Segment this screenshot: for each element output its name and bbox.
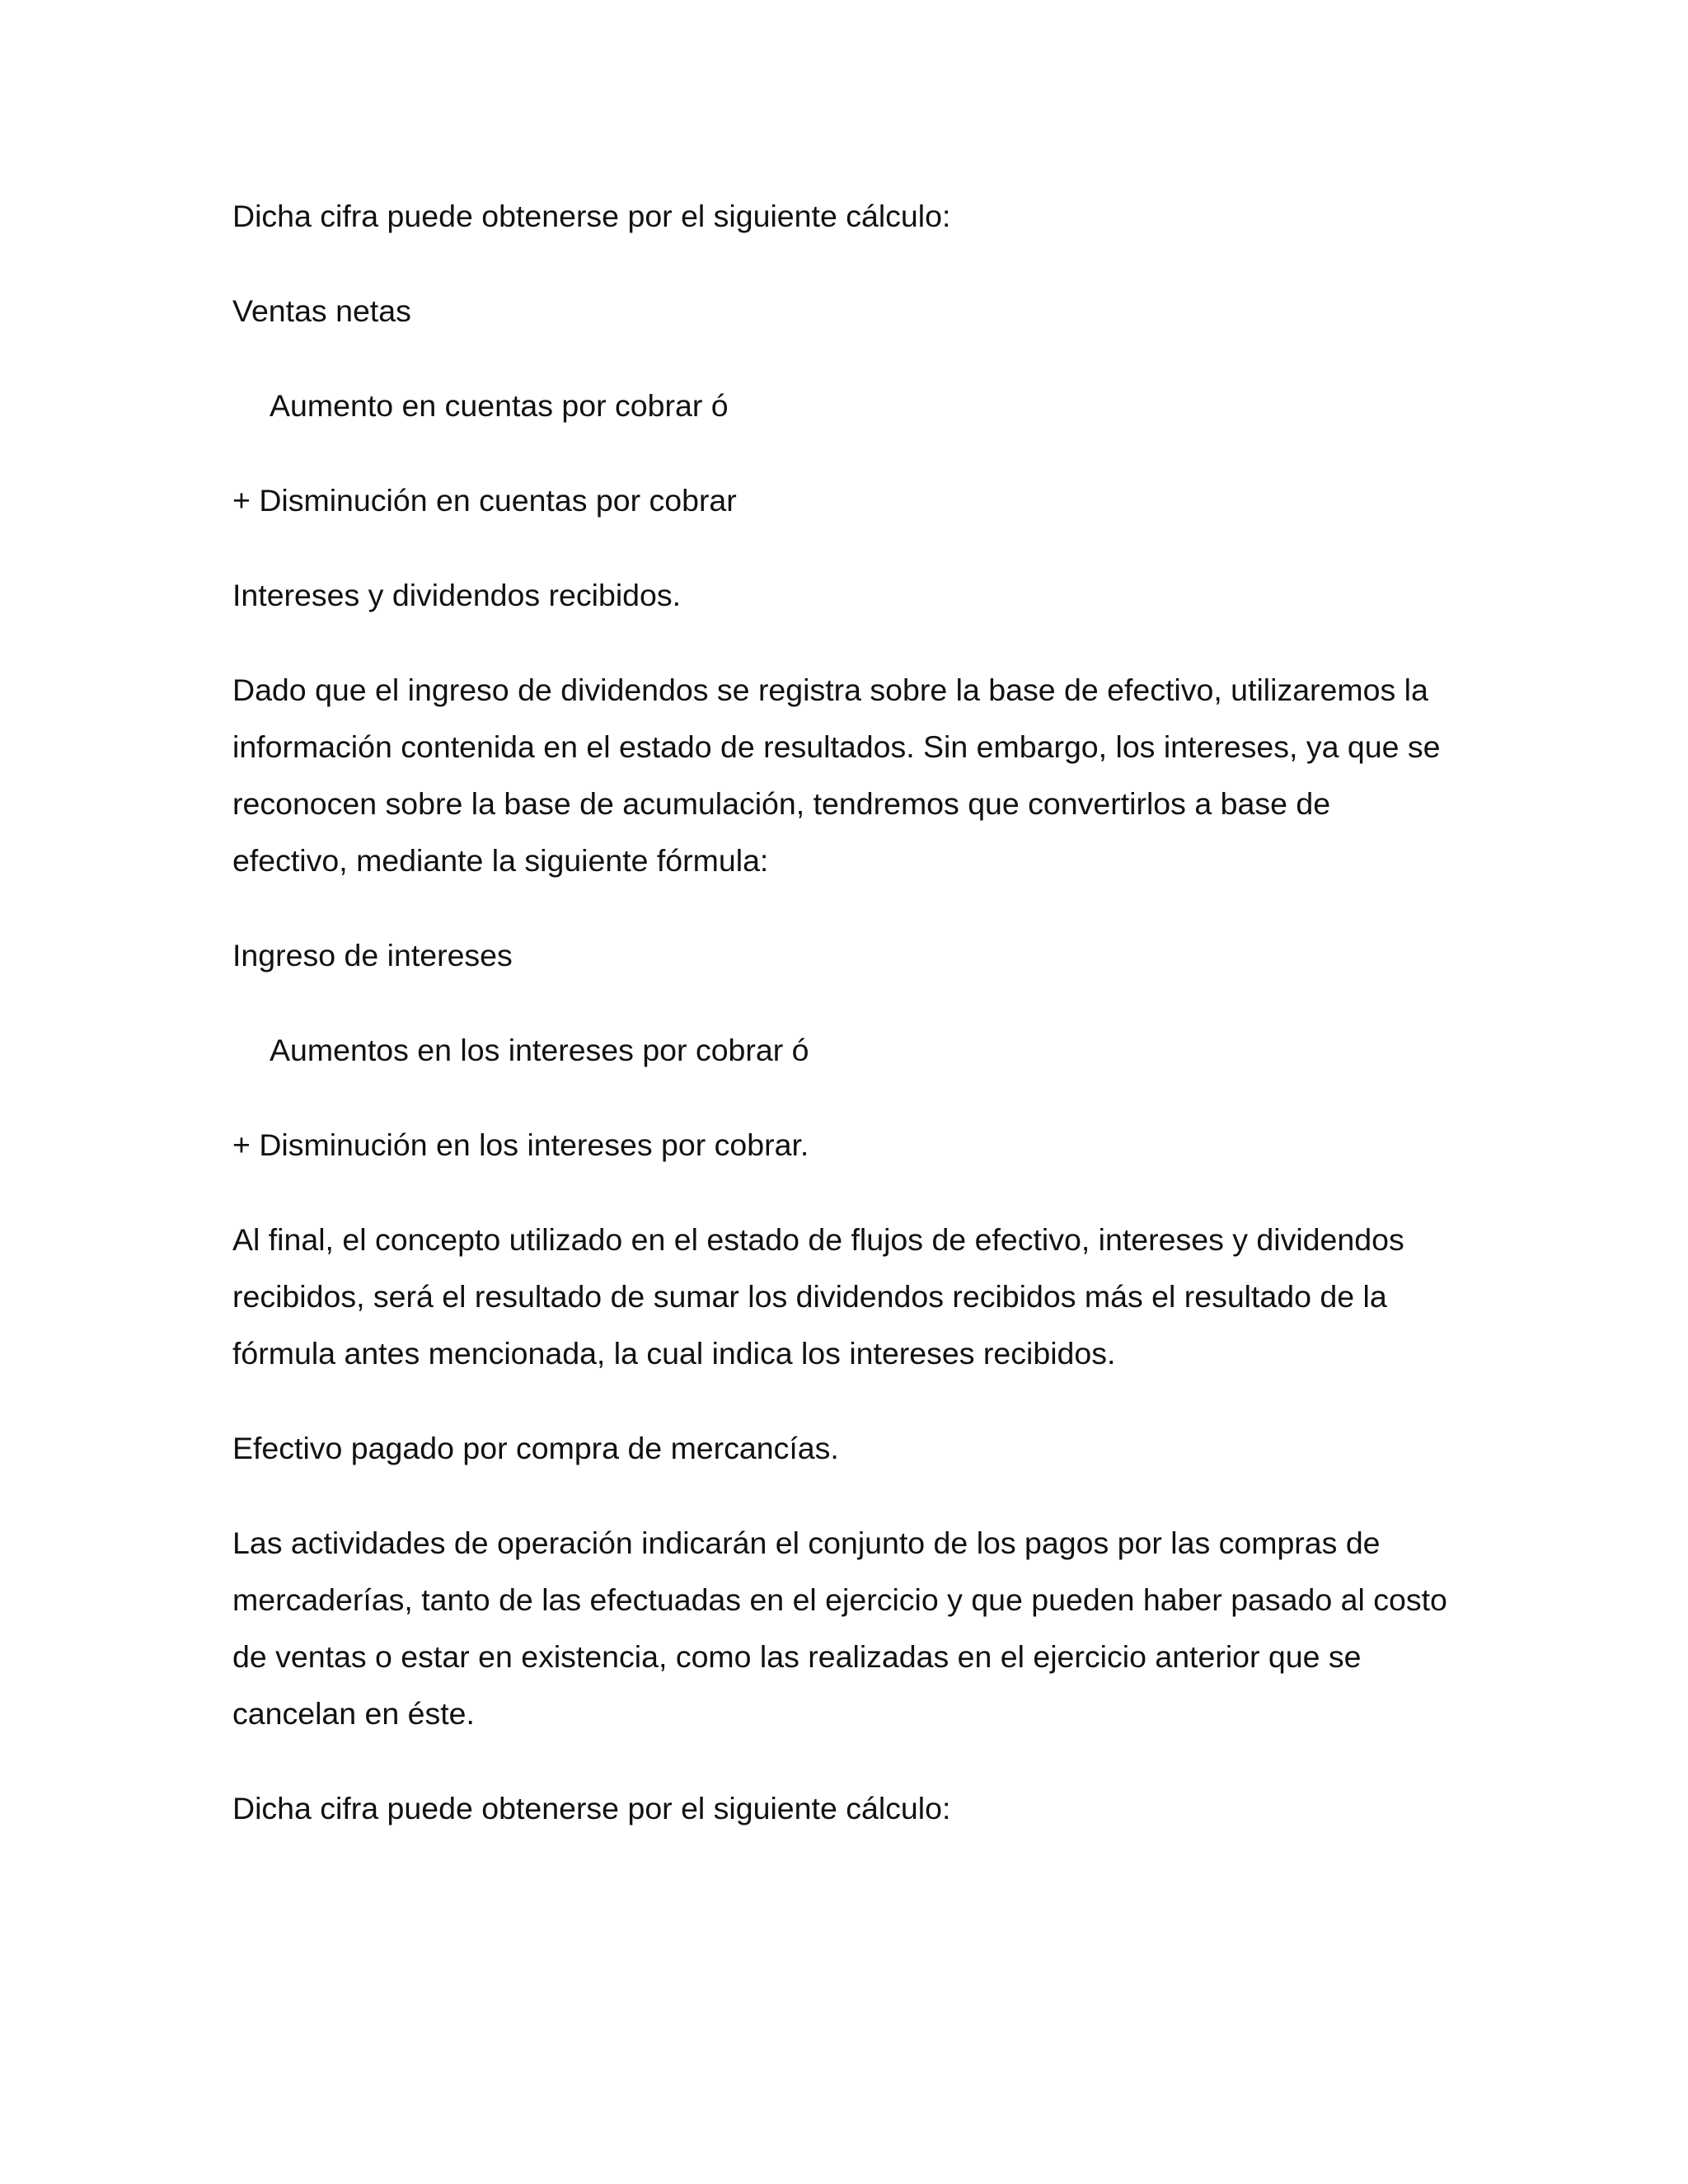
paragraph-intereses-dividendos: Intereses y dividendos recibidos. — [232, 578, 682, 612]
paragraph-calculo-final: Dicha cifra puede obtenerse por el siguiente cálculo: — [232, 1791, 951, 1825]
document-body — [232, 188, 1452, 1875]
paragraph-calculo-intro: Dicha cifra puede obtenerse por el siguiente cálculo: — [232, 199, 951, 233]
paragraph-efectivo-pagado: Efectivo pagado por compra de mercancías. — [232, 1431, 839, 1465]
paragraph-disminucion-intereses: + Disminución en los intereses por cobrar. — [232, 1127, 809, 1162]
paragraph-disminucion-cuentas: + Disminución en cuentas por cobrar — [232, 483, 737, 518]
paragraph-ingreso-intereses: Ingreso de intereses — [232, 938, 513, 972]
paragraph-aumentos-intereses: Aumentos en los intereses por cobrar ó — [270, 1033, 809, 1067]
paragraph-al-final: Al final, el concepto utilizado en el estado de flujos de efectivo, intereses y dividendos recibidos, será el resultado de sumar los dividendos recibidos más el resultado de la fórmula antes mencionada, la cual indica los intereses recibidos. — [232, 1222, 1404, 1371]
paragraph-aumento-cuentas: Aumento en cuentas por cobrar ó — [270, 388, 729, 423]
paragraph-dado-que: Dado que el ingreso de dividendos se registra sobre la base de efectivo, utilizaremos la información contenida en el estado de resultados. Sin embargo, los intereses, ya que se reconocen sobre la base de acumulación, tendremos que convertirlos a base de efectivo, mediante la siguiente fórmula: — [232, 673, 1441, 878]
paragraph-actividades-operacion: Las actividades de operación indicarán el conjunto de los pagos por las compras de mercaderías, tanto de las efectuadas en el ejercicio y que pueden haber pasado al costo de ventas o estar en existencia, como las realizadas en el ejercicio anterior que se cancelan en éste. — [232, 1526, 1447, 1731]
paragraph-ventas-netas: Ventas netas — [232, 293, 411, 328]
